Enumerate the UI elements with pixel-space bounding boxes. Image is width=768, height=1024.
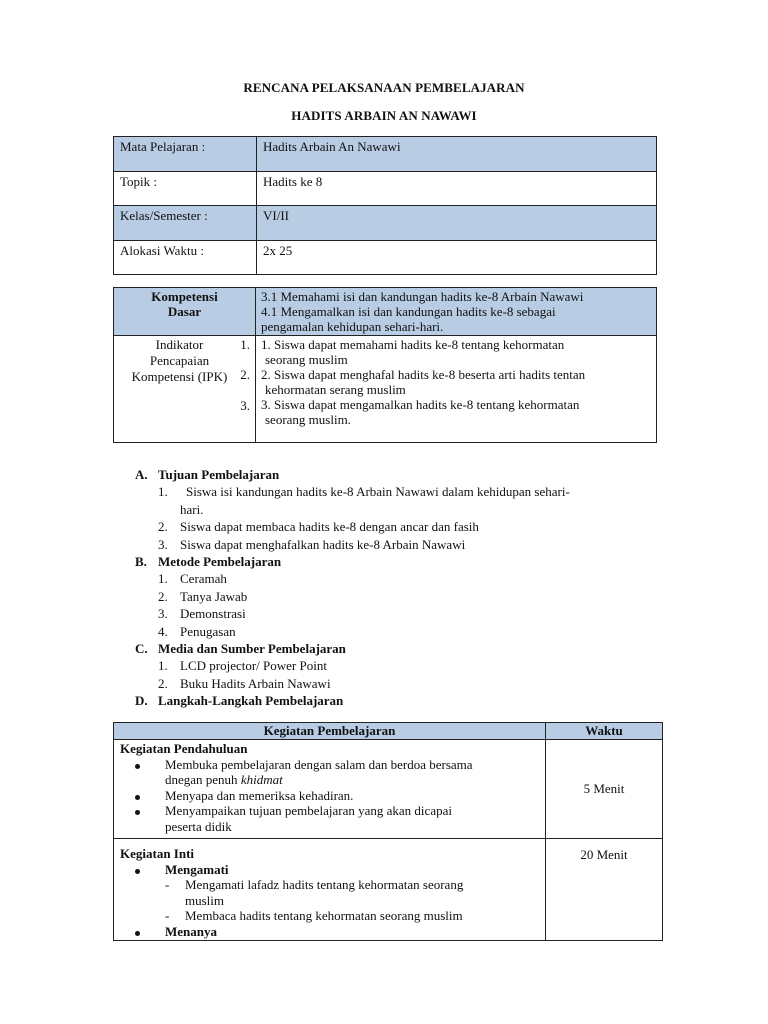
list-item [135, 657, 657, 674]
list-item [120, 803, 539, 834]
bullet-icon [120, 788, 165, 804]
section-marker: C. [135, 641, 148, 657]
table-header-row [114, 723, 663, 740]
table-row [114, 336, 657, 443]
section-title: Metode Pembelajaran [158, 554, 282, 570]
ipk-text: 3. Siswa dapat mengamalkan hadits ke-8 tentang kehormatan [261, 397, 580, 412]
ipk-text: 1. Siswa dapat memahami hadits ke-8 tentang kehormatan [261, 337, 565, 352]
list-item [135, 518, 657, 535]
bullet-icon [120, 803, 165, 834]
ipk-item [261, 337, 651, 367]
table-row [114, 206, 657, 241]
item-text: Mengamati lafadz hadits tentang kehormatan seorang [185, 877, 464, 892]
item-text: Buku Hadits Arbain Nawawi [180, 675, 331, 691]
section-title: Media dan Sumber Pembelajaran [158, 641, 346, 657]
info-value: Hadits Arbain An Nawawi [257, 137, 657, 172]
section-marker: D. [135, 693, 148, 709]
item-text: Penugasan [180, 623, 236, 639]
ipk-number: 2. [240, 367, 250, 382]
section-title: Tujuan Pembelajaran [158, 467, 280, 482]
item-text: Membaca hadits tentang kehormatan seorang muslim [185, 908, 463, 923]
section-marker: A. [135, 467, 148, 482]
item-text: Siswa dapat menghafalkan hadits ke-8 Arbain Nawawi [180, 536, 466, 552]
list-item [120, 877, 539, 908]
table-row [114, 137, 657, 172]
item-text: Menanya [165, 923, 217, 939]
table-row [114, 288, 657, 336]
label-line: Pencapaian [149, 353, 210, 368]
list-item [120, 924, 539, 940]
kompetensi-dasar-label [114, 288, 256, 336]
kompetensi-table [113, 287, 657, 443]
item-number: 2. [158, 519, 168, 535]
ipk-content [256, 336, 657, 443]
section-heading [135, 553, 657, 570]
section-marker: B. [135, 554, 147, 570]
kegiatan-table [113, 722, 663, 941]
waktu-cell: 5 Menit [546, 740, 663, 839]
item-number: 1. [158, 571, 168, 587]
column-header: Kegiatan Pembelajaran [114, 723, 546, 740]
label-line: Indikator [155, 337, 204, 352]
table-row [114, 240, 657, 275]
kd-item: 3.1 Memahami isi dan kandungan hadits ke-8 Arbain Nawawi [261, 289, 584, 304]
list-item [120, 862, 539, 878]
list-item [135, 536, 657, 553]
dash-marker: - [165, 877, 170, 892]
sections-list [135, 466, 657, 710]
kd-item: 4.1 Mengamalkan isi dan kandungan hadits ke-8 sebagai [261, 304, 556, 319]
section-title: Langkah-Langkah Pembelajaran [158, 693, 344, 709]
bullet-icon [120, 757, 165, 788]
ipk-text: kehormatan serang muslim [265, 382, 406, 397]
bullet-icon [120, 862, 165, 878]
info-key: Mata Pelajaran : [114, 137, 257, 172]
item-text: Menyapa dan memeriksa kehadiran. [165, 787, 354, 803]
item-text: Demonstrasi [180, 606, 246, 622]
item-number: 3. [158, 536, 168, 552]
info-value: 2x 25 [257, 240, 657, 275]
item-text: hari. [180, 501, 204, 517]
info-key: Topik : [114, 171, 257, 206]
ipk-number: 3. [240, 398, 250, 413]
list-item [120, 908, 539, 924]
item-number: 3. [158, 606, 168, 622]
item-text: Ceramah [180, 571, 227, 587]
ipk-item [261, 367, 651, 397]
ipk-item [261, 397, 651, 427]
ipk-number: 1. [240, 337, 250, 352]
item-number: 2. [158, 588, 168, 604]
activity-title: Kegiatan Inti [120, 846, 195, 861]
item-text: Siswa dapat membaca hadits ke-8 dengan ancar dan fasih [180, 519, 479, 535]
label-line: Kompetensi (IPK) [131, 369, 228, 384]
kd-item: pengamalan kehidupan sehari-hari. [261, 319, 444, 334]
document-subtitle: HADITS ARBAIN AN NAWAWI [291, 108, 477, 123]
section-heading [135, 466, 657, 483]
kompetensi-dasar-content [256, 288, 657, 336]
list-item [135, 605, 657, 622]
label-line: Kompetensi [151, 289, 218, 304]
item-text: Tanya Jawab [180, 588, 248, 604]
item-text: Membuka pembelajaran dengan salam dan berdoa bersama [165, 756, 473, 772]
table-row [114, 839, 663, 941]
list-item [120, 788, 539, 804]
list-item [135, 623, 657, 640]
label-line: Dasar [167, 304, 202, 319]
info-value: Hadits ke 8 [257, 171, 657, 206]
list-item [135, 501, 657, 518]
ipk-text: 2. Siswa dapat menghafal hadits ke-8 beserta arti hadits tentan [261, 367, 586, 382]
table-row [114, 171, 657, 206]
activity-title: Kegiatan Pendahuluan [120, 741, 248, 756]
list-item [135, 570, 657, 587]
item-text: dnegan penuh [165, 772, 241, 787]
item-text: peserta didik [165, 818, 232, 834]
info-key: Kelas/Semester : [114, 206, 257, 241]
item-text: LCD projector/ Power Point [180, 658, 327, 674]
info-table [113, 136, 657, 275]
item-text: muslim [185, 892, 225, 908]
info-value: VI/II [257, 206, 657, 241]
ipk-text: seorang muslim. [265, 412, 351, 427]
table-row [114, 740, 663, 839]
document-title: RENCANA PELAKSANAAN PEMBELAJARAN [243, 80, 525, 95]
item-number: 1. [158, 658, 168, 674]
item-number: 4. [158, 623, 168, 639]
bullet-icon [120, 924, 165, 940]
list-item [135, 483, 657, 500]
item-number: 1. [158, 484, 168, 500]
list-item [135, 675, 657, 692]
section-heading [135, 692, 657, 709]
item-text: Mengamati [165, 861, 229, 877]
item-text: Menyampaikan tujuan pembelajaran yang akan dicapai [165, 803, 452, 818]
list-item [120, 757, 539, 788]
item-number: 2. [158, 675, 168, 691]
dash-marker: - [165, 908, 170, 923]
section-heading [135, 640, 657, 657]
ipk-label [114, 336, 256, 443]
item-text-italic: khidmat [240, 772, 283, 787]
kegiatan-inti-cell [114, 839, 546, 941]
list-item [135, 588, 657, 605]
kegiatan-pendahuluan-cell [114, 740, 546, 839]
item-text: Siswa isi kandungan hadits ke-8 Arbain Nawawi dalam kehidupan sehari- [186, 484, 570, 500]
column-header: Waktu [546, 723, 663, 740]
ipk-text: seorang muslim [265, 352, 348, 367]
info-key: Alokasi Waktu : [114, 240, 257, 275]
waktu-cell: 20 Menit [546, 839, 663, 941]
